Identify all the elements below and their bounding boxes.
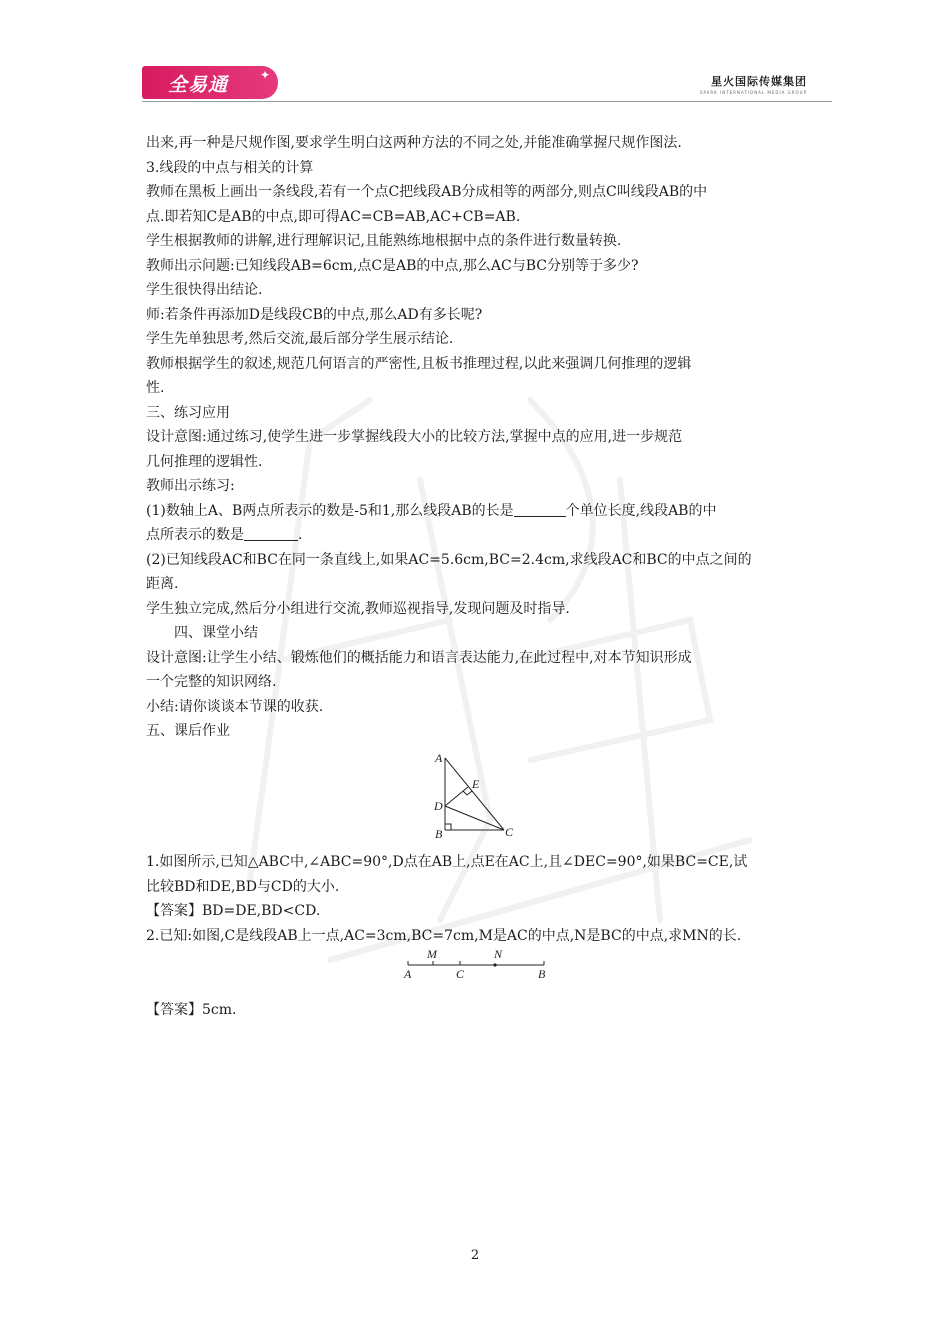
publisher-name-en: SPARK INTERNATIONAL MEDIA GROUP [699, 90, 807, 95]
text-line: (2)已知线段AC和BC在同一条直线上,如果AC=5.6cm,BC=2.4cm,求线段AC和BC的中点之间的 [146, 551, 752, 568]
text-line: 性. [146, 380, 165, 396]
text-line: . [298, 527, 303, 543]
segment-figure [398, 945, 550, 981]
question-1: 1.如图所示,已知△ABC中,∠ABC=90°,D点在AB上,点E在AC上,且∠DEC=90°,如果BC=CE,试 [146, 854, 748, 870]
exercise-1-cont [146, 523, 806, 548]
answer-blank [244, 526, 298, 541]
label-E: E [472, 777, 480, 791]
answer-1: 【答案】BD=DE,BD<CD. [146, 903, 321, 919]
text-line: 教师根据学生的叙述,规范几何语言的严密性,且板书推理过程,以此来强调几何推理的逻辑 [146, 355, 692, 372]
text-line: 一个完整的知识网络. [146, 674, 277, 690]
section-heading: 五、课后作业 [146, 723, 230, 739]
text-line: 师:若条件再添加D是线段CB的中点,那么AD有多长呢? [146, 306, 483, 323]
text-line: 教师出示练习: [146, 478, 235, 494]
brand-logo [142, 66, 278, 99]
star-icon: ✦ [260, 68, 271, 82]
text-line: 点所表示的数是 [146, 527, 244, 543]
text-line: 设计意图:通过练习,使学生进一步掌握线段大小的比较方法,掌握中点的应用,进一步规范 [146, 429, 683, 445]
text-line: 学生根据教师的讲解,进行理解识记,且能熟练地根据中点的条件进行数量转换. [146, 233, 622, 249]
page-header [142, 66, 832, 102]
text-line: 教师在黑板上画出一条线段,若有一个点C把线段AB分成相等的两部分,则点C叫线段AB的中 [146, 184, 708, 200]
label-N: N [494, 947, 503, 961]
text-line: 教师出示问题:已知线段AB=6cm,点C是AB的中点,那么AC与BC分别等于多少? [146, 257, 639, 274]
exercise-1 [146, 499, 806, 524]
label-B: B [538, 967, 546, 981]
page-number: 2 [470, 1248, 480, 1263]
text-line: 学生先单独思考,然后交流,最后部分学生展示结论. [146, 331, 454, 347]
label-M: M [427, 947, 437, 961]
publisher-name: 星火国际传媒集团 [711, 75, 807, 88]
text-line: 设计意图:让学生小结、锻炼他们的概括能力和语言表达能力,在此过程中,对本节知识形成 [146, 649, 692, 666]
homework-block [146, 850, 806, 948]
logo-text: 全易通 [168, 74, 229, 96]
text-line: 出来,再一种是尺规作图,要求学生明白这两种方法的不同之处,并能准确掌握尺规作图法. [146, 135, 682, 151]
text-line: 几何推理的逻辑性. [146, 453, 263, 470]
section-heading: 三、练习应用 [146, 404, 230, 421]
label-C: C [505, 825, 514, 839]
publisher-brand [700, 73, 807, 95]
text-line: 学生独立完成,然后分小组进行交流,教师巡视指导,发现问题及时指导. [146, 600, 570, 617]
answer-blank [514, 502, 566, 517]
text-line: 点.即若知C是AB的中点,即可得AC=CB=AB,AC+CB=AB. [146, 208, 521, 225]
text-line: (1)数轴上A、B两点所表示的数是-5和1,那么线段AB的长是 [146, 502, 514, 519]
question-2: 2.已知:如图,C是线段AB上一点,AC=3cm,BC=7cm,M是AC的中点,N是BC的中点,求MN的长. [146, 927, 742, 944]
section-heading: 3.线段的中点与相关的计算 [146, 159, 314, 176]
text-line: 距离. [146, 576, 179, 592]
label-C: C [456, 967, 465, 981]
section-heading: 四、课堂小结 [174, 625, 258, 641]
triangle-figure [430, 748, 524, 842]
text-line: 学生很快得出结论. [146, 282, 263, 298]
header-divider [142, 101, 832, 102]
text-line: 个单位长度,线段AB的中 [565, 502, 717, 519]
question-1-cont: 比较BD和DE,BD与CD的大小. [146, 878, 340, 895]
label-A: A [435, 751, 443, 765]
answer-2: 【答案】5cm. [146, 1002, 237, 1018]
document-body [146, 131, 806, 744]
label-B: B [435, 827, 443, 841]
text-line: 小结:请你谈谈本节课的收获. [146, 698, 324, 715]
label-D: D [434, 799, 443, 813]
label-A: A [404, 967, 412, 981]
